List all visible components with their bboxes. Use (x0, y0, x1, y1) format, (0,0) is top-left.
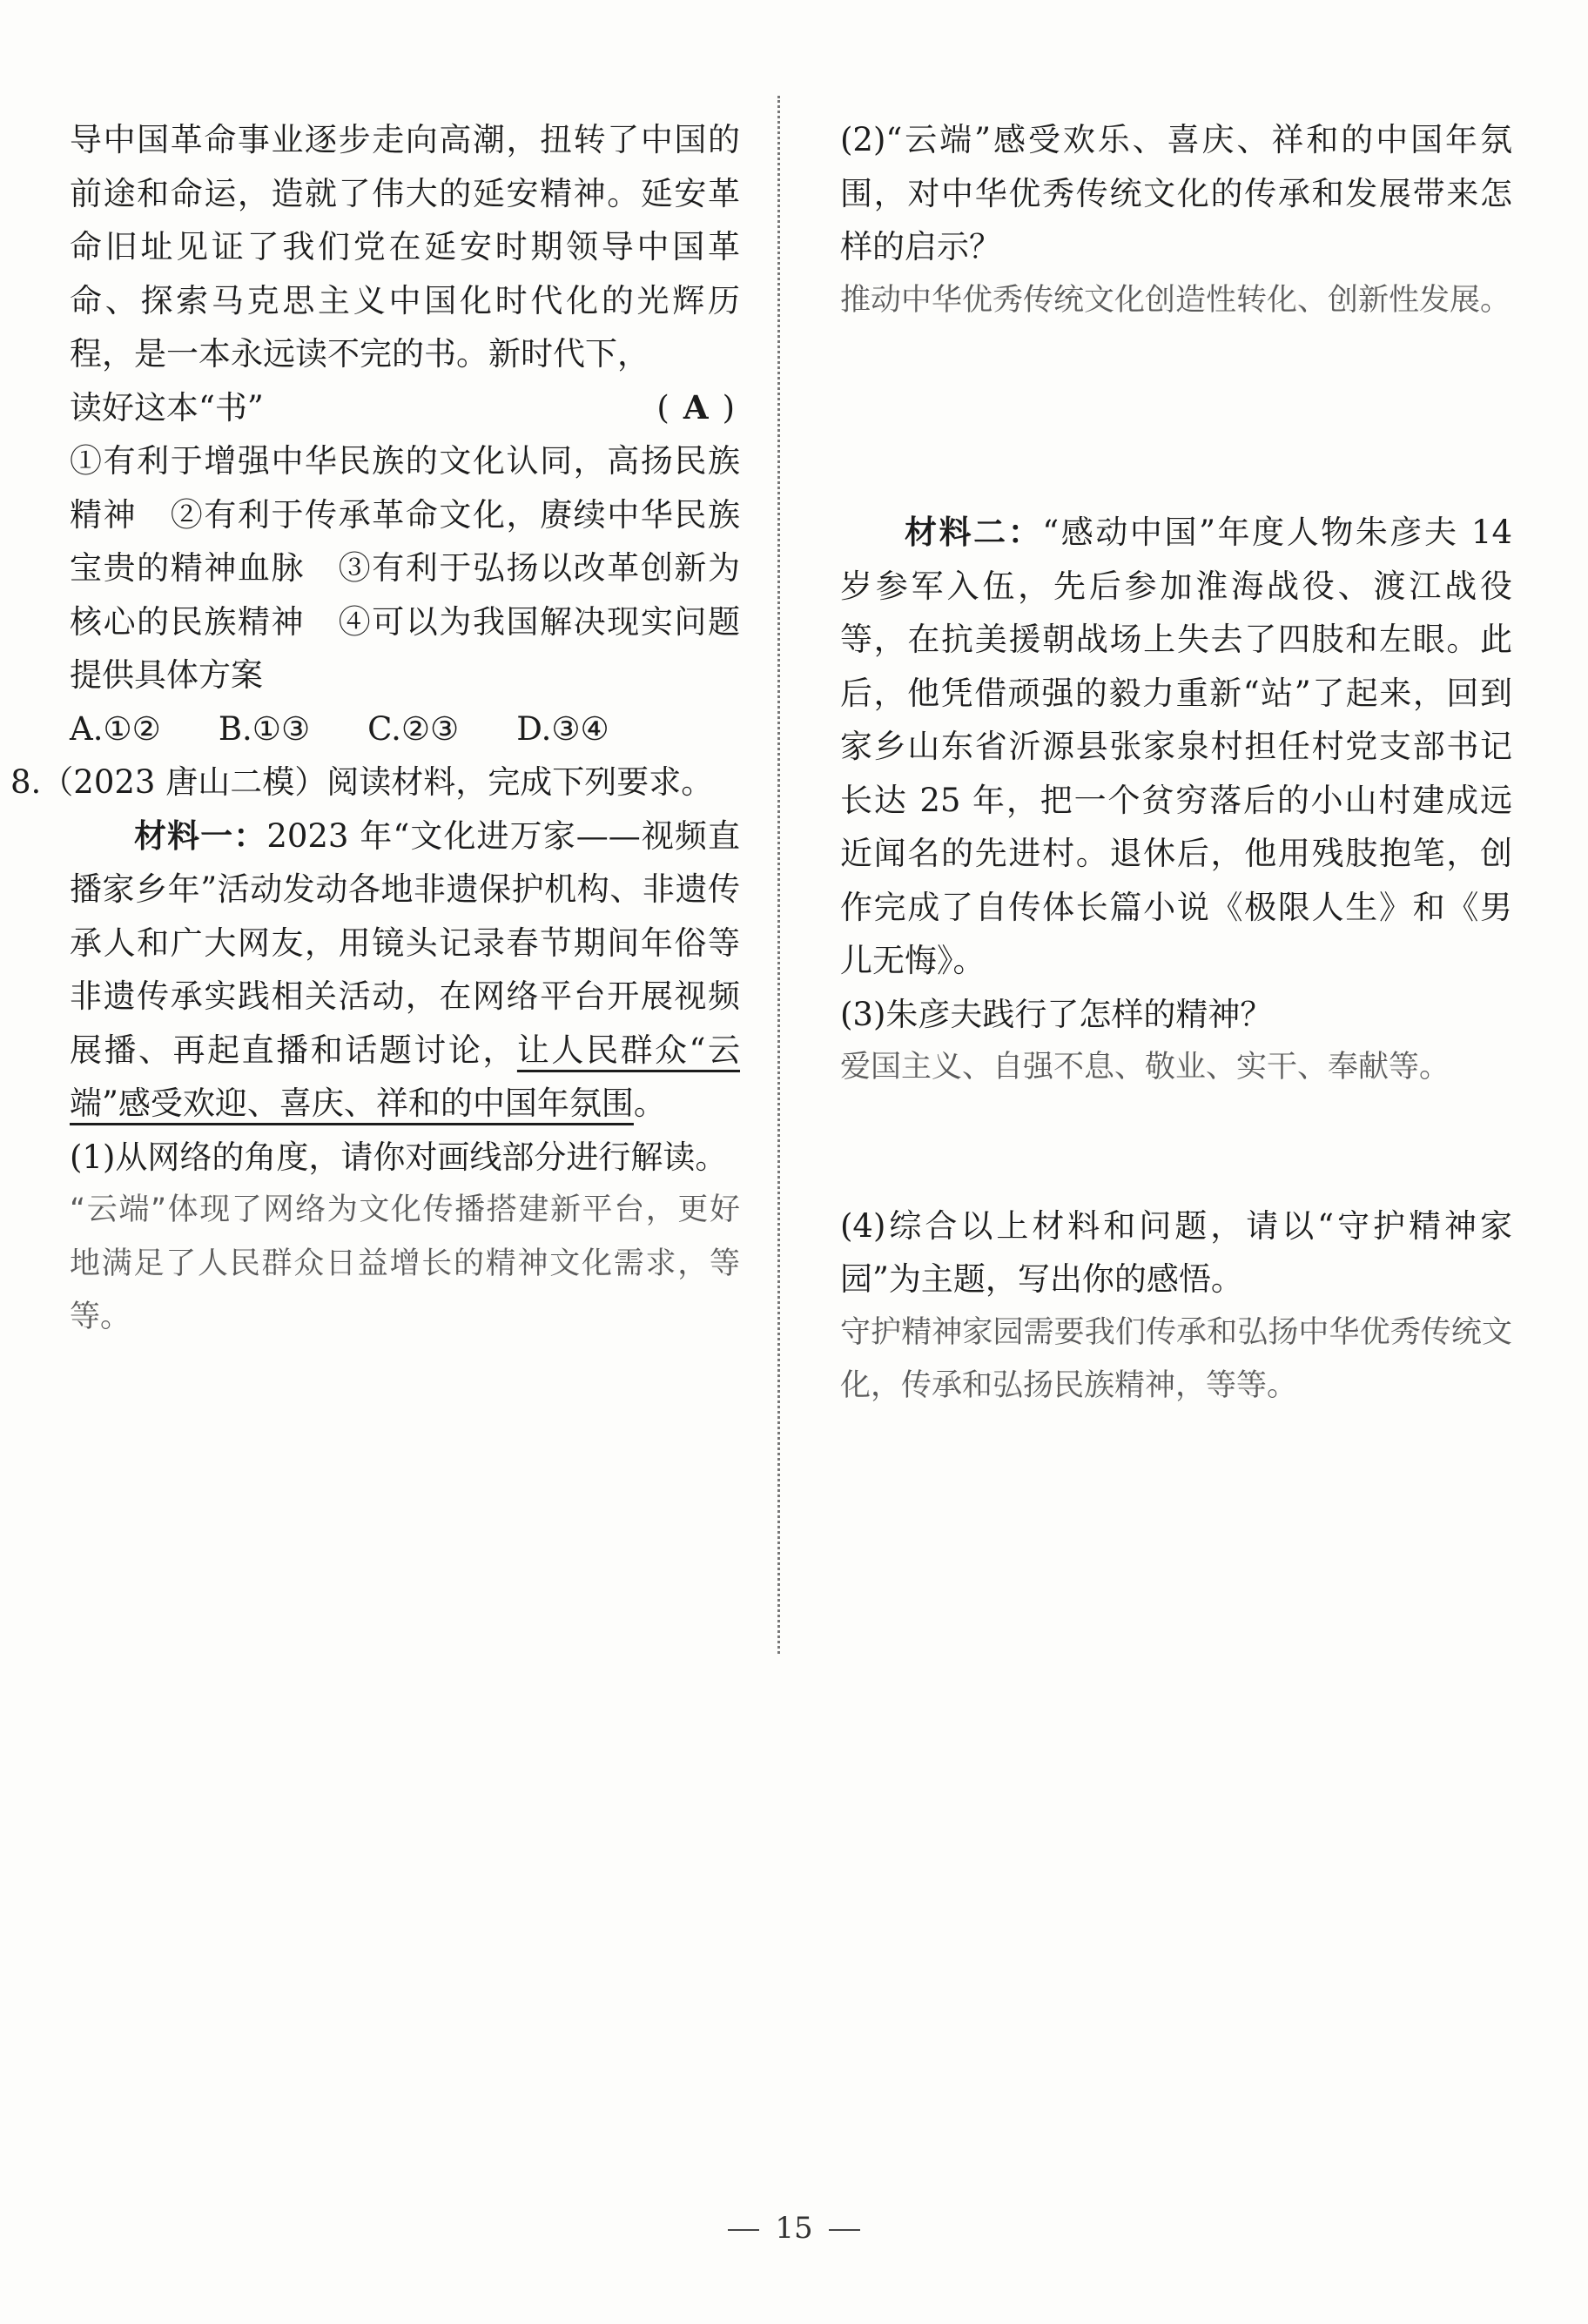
material-1-end: 。 (633, 1085, 666, 1122)
material-2 (840, 506, 1512, 988)
material-2-label: 材料二： (905, 513, 1043, 551)
q7-last-line: 读好这本“书” (70, 388, 264, 427)
material-1 (70, 809, 740, 1131)
q7-stem-end (70, 381, 740, 435)
q7-option-d: D.③④ (516, 709, 609, 748)
q7-answer: A (683, 387, 714, 427)
answer-4: 守护精神家园需要我们传承和弘扬中华优秀传统文化，传承和弘扬民族精神，等等。 (840, 1314, 1512, 1403)
question-4: (4)综合以上材料和问题，请以“守护精神家园”为主题，写出你的感悟。 (840, 1206, 1512, 1298)
q7-continuation: 导中国革命事业逐步走向高潮，扭转了中国的前途和命运，造就了伟大的延安精神。延安革命旧址见证了我们党在延安时期领导中国革命、探索马克思主义中国化时代化的光辉历程，是一本永远读不完的书。新时代下， (70, 121, 740, 373)
q8-intro: 8.（2023 唐山二模）阅读材料，完成下列要求。 (10, 763, 714, 801)
question-1: (1)从网络的角度，请你对画线部分进行解读。 (70, 1138, 728, 1176)
question-2: (2)“云端”感受欢乐、喜庆、祥和的中国年氛围，对中华优秀传统文化的传承和发展带来怎样的启示？ (840, 121, 1512, 265)
material-1-label: 材料一： (134, 816, 267, 855)
material-1-underlined: 让人民群众“云端”感受欢迎、喜庆、祥和的中国年氛围 (70, 1031, 741, 1122)
material-2-text: “感动中国”年度人物朱彦夫 14 岁参军入伍，先后参加淮海战役、渡江战役等，在抗美援朝战场上失去了四肢和左眼。此后，他凭借顽强的毅力重新“站”了起来，回到家乡山东省沂源县张家泉村担任村党支部书记长达 25 年，把一个贫穷落后的小山村建成远近闻名的先进村。退休后，他用残肢抱笔，创作完成了自传体长篇小说《极限人生》和《男儿无悔》。 (840, 514, 1512, 979)
answer-1: “云端”体现了网络为文化传播搭建新平台，更好地满足了人民群众日益增长的精神文化需求，等等。 (70, 1192, 740, 1334)
q7-options (70, 702, 740, 756)
q7-option-c: C.②③ (367, 709, 460, 748)
answer-3: 爱国主义、自强不息、敬业、实干、奉献等。 (840, 1050, 1450, 1085)
answer-2: 推动中华优秀传统文化创造性转化、创新性发展。 (840, 282, 1511, 318)
q7-option-a: A.①② (70, 709, 161, 748)
page-number: 15 (775, 2211, 813, 2246)
material-1-text: 2023 年“文化进万家——视频直播家乡年”活动发动各地非遗保护机构、非遗传承人和广大网友，用镜头记录春节期间年俗等非遗传承实践相关活动，在网络平台开展视频展播、再起直播和话题讨论， (70, 816, 740, 1069)
question-3: (3)朱彦夫践行了怎样的精神？ (840, 995, 1273, 1033)
right-column (840, 113, 1512, 1414)
left-column (10, 113, 741, 1345)
q7-statements: ①有利于增强中华民族的文化认同，高扬民族精神 ②有利于传承革命文化，赓续中华民族宝贵的精神血脉 ③有利于弘扬以改革创新为核心的民族精神 ④可以为我国解决现实问题提供具体方案 (70, 442, 740, 694)
page-footer (0, 2211, 1588, 2246)
column-divider (777, 96, 780, 1654)
q7-option-b: B.①③ (218, 709, 311, 748)
q7-answer-bracket: ( A ) (656, 387, 740, 427)
